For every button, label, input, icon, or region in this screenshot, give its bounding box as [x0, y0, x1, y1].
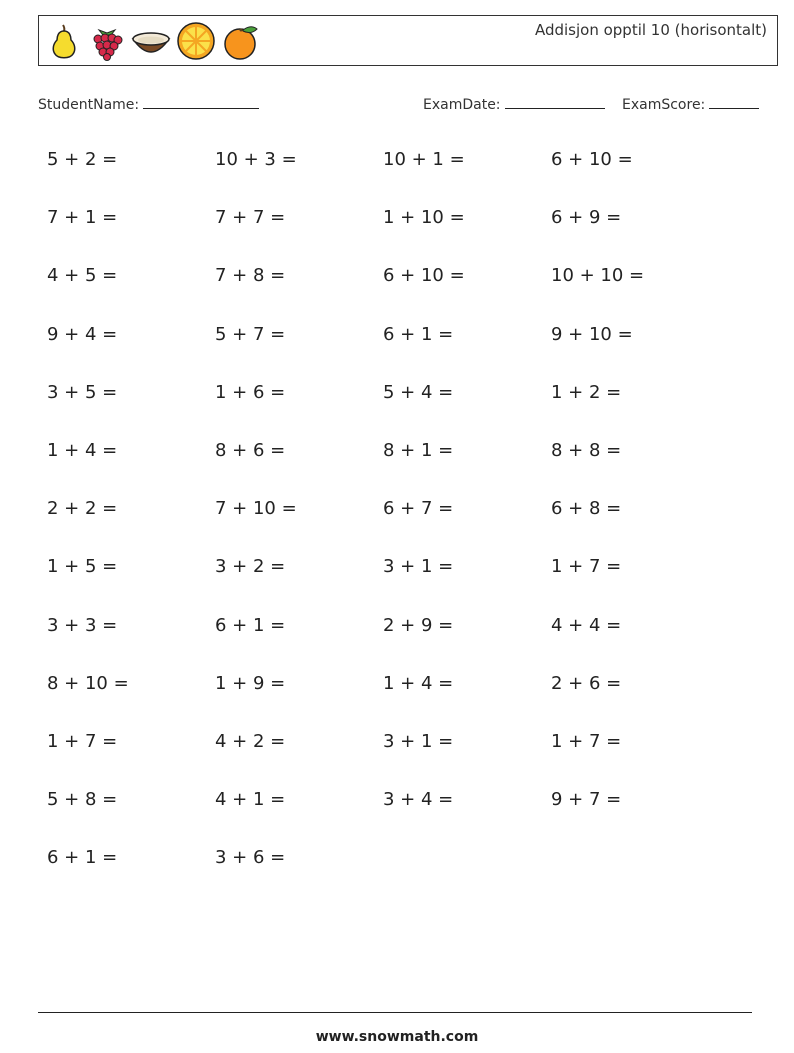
exam-score-label: ExamScore:: [622, 97, 706, 113]
problem-item: 3 + 2 =: [215, 556, 286, 578]
problem-item: 8 + 10 =: [47, 672, 129, 694]
problem-item: 6 + 1 =: [383, 323, 454, 345]
problem-item: 3 + 4 =: [383, 789, 454, 811]
pear-icon: [44, 21, 84, 61]
worksheet-title: Addisjon opptil 10 (horisontalt): [534, 21, 767, 39]
problem-item: 1 + 10 =: [383, 207, 465, 229]
exam-date-field[interactable]: [423, 94, 605, 113]
problem-item: 10 + 3 =: [215, 149, 297, 170]
problem-item: 1 + 5 =: [47, 556, 118, 578]
exam-date-label: ExamDate:: [423, 97, 501, 113]
problem-item: 7 + 8 =: [215, 265, 286, 287]
problem-item: 2 + 9 =: [383, 614, 454, 636]
problem-item: 6 + 10 =: [383, 265, 465, 287]
problem-item: 5 + 4 =: [383, 381, 454, 403]
problem-item: 6 + 1 =: [47, 847, 118, 869]
coconut-icon: [131, 21, 171, 61]
problem-item: 1 + 4 =: [383, 672, 454, 694]
student-name-blank[interactable]: [143, 94, 259, 109]
lemon-slice-icon: [176, 21, 216, 61]
problem-item: 4 + 1 =: [215, 789, 286, 811]
problem-item: 3 + 1 =: [383, 731, 454, 752]
footer-website: www.snowmath.com: [315, 1029, 479, 1045]
problem-item: 5 + 2 =: [47, 149, 118, 170]
problem-item: 1 + 7 =: [47, 731, 118, 752]
problem-item: 10 + 1 =: [383, 149, 465, 170]
problem-item: 4 + 5 =: [47, 265, 118, 287]
problem-item: 10 + 10 =: [551, 265, 645, 287]
student-name-field[interactable]: [38, 94, 259, 113]
problem-item: 1 + 4 =: [47, 440, 118, 461]
problem-item: 3 + 6 =: [215, 847, 286, 869]
raspberry-icon: [87, 21, 127, 61]
problem-item: 6 + 1 =: [215, 614, 286, 636]
problem-item: 9 + 7 =: [551, 789, 622, 811]
footer-divider: [38, 1012, 752, 1013]
problem-item: 1 + 6 =: [215, 381, 286, 403]
problem-item: 8 + 8 =: [551, 440, 622, 461]
problem-item: 9 + 4 =: [47, 323, 118, 345]
problem-item: 1 + 7 =: [551, 731, 622, 752]
problem-item: 8 + 1 =: [383, 440, 454, 461]
exam-score-field[interactable]: [622, 94, 759, 113]
exam-date-blank[interactable]: [505, 94, 605, 109]
problem-item: 4 + 2 =: [215, 731, 286, 752]
problem-item: 9 + 10 =: [551, 323, 633, 345]
exam-score-blank[interactable]: [709, 94, 759, 109]
header-box: [38, 15, 778, 66]
problem-item: 6 + 9 =: [551, 207, 622, 229]
problem-item: 3 + 1 =: [383, 556, 454, 578]
problem-item: 4 + 4 =: [551, 614, 622, 636]
problem-item: 3 + 5 =: [47, 381, 118, 403]
problem-item: 6 + 10 =: [551, 149, 633, 170]
problem-item: 5 + 7 =: [215, 323, 286, 345]
problem-item: 3 + 3 =: [47, 614, 118, 636]
problem-item: 7 + 10 =: [215, 498, 297, 520]
problem-item: 1 + 2 =: [551, 381, 622, 403]
problem-item: 2 + 6 =: [551, 672, 622, 694]
problem-item: 2 + 2 =: [47, 498, 118, 520]
problem-item: 8 + 6 =: [215, 440, 286, 461]
problem-item: 6 + 8 =: [551, 498, 622, 520]
problem-item: 7 + 7 =: [215, 207, 286, 229]
problem-item: 5 + 8 =: [47, 789, 118, 811]
problem-item: 1 + 7 =: [551, 556, 622, 578]
problem-item: 6 + 7 =: [383, 498, 454, 520]
problem-item: 1 + 9 =: [215, 672, 286, 694]
problem-item: 7 + 1 =: [47, 207, 118, 229]
orange-icon: [221, 21, 261, 61]
student-name-label: StudentName:: [38, 97, 140, 113]
